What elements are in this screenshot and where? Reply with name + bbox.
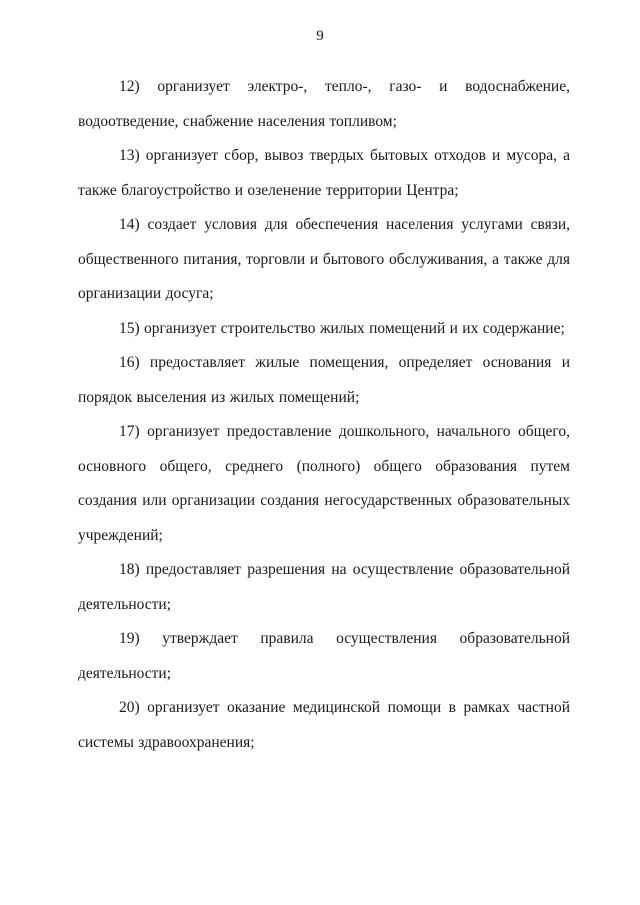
paragraph-item-15: 15) организует строительство жилых помещений и их содержание; <box>119 319 565 337</box>
paragraph-item-14: 14) создает условия для обеспечения населения услугами связи, общественного питания, торговли и бытового обслуживания, а также для организации досуга; <box>78 216 570 302</box>
paragraph-item-12: 12) организует электро-, тепло-, газо- и водоснабжение, водоотведение, снабжение населения топливом; <box>78 78 570 130</box>
paragraph-item-16: 16) предоставляет жилые помещения, определяет основания и порядок выселения из жилых помещений; <box>78 354 570 406</box>
paragraph-item-17: 17) организует предоставление дошкольного, начального общего, основного общего, среднего (полного) общего образования путем создания или организации создания негосударственных образовательных учреждений; <box>78 423 570 544</box>
document-body <box>78 70 570 760</box>
paragraph-item-19: 19) утверждает правила осуществления образовательной деятельности; <box>78 630 570 682</box>
paragraph-item-20: 20) организует оказание медицинской помощи в рамках частной системы здравоохранения; <box>78 699 570 751</box>
page-number: 9 <box>316 28 324 44</box>
paragraph-item-13: 13) организует сбор, вывоз твердых бытовых отходов и мусора, а также благоустройство и озеленение территории Центра; <box>78 147 570 199</box>
paragraph-item-18: 18) предоставляет разрешения на осуществление образовательной деятельности; <box>78 561 570 613</box>
